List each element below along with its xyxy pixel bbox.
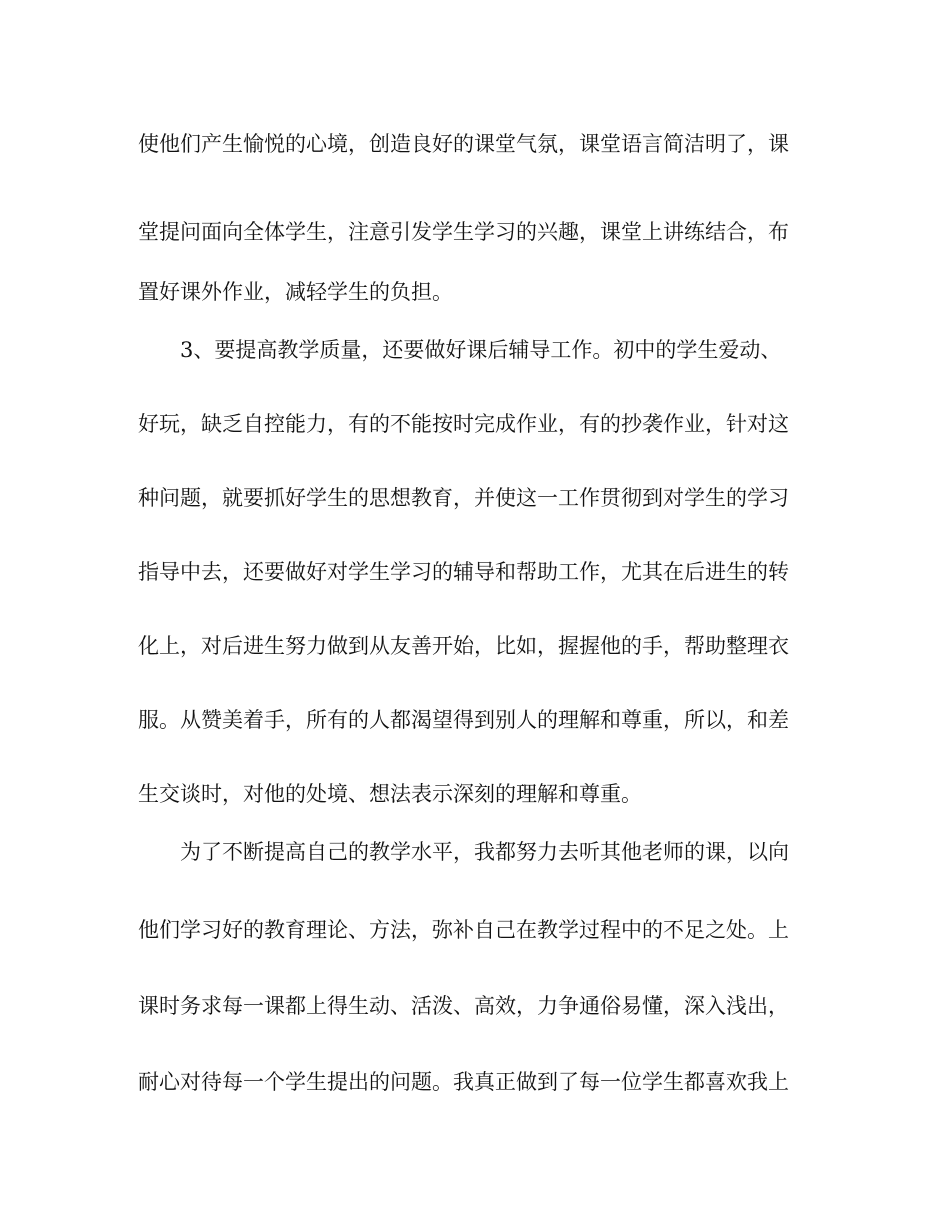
paragraph-start-line: 3、要提高教学质量，还要做好课后辅导工作。初中的学生爱动、 [180,338,782,362]
text-line: 生交谈时，对他的处境、想法表示深刻的理解和尊重。 [138,782,642,806]
text-line: 堂提问面向全体学生，注意引发学生学习的兴趣，课堂上讲练结合，布 [138,220,789,244]
text-line: 耐心对待每一个学生提出的问题。我真正做到了每一位学生都喜欢我上 [138,1070,789,1094]
text-line: 服。从赞美着手，所有的人都渴望得到别人的理解和尊重，所以，和差 [138,708,789,732]
paragraph-start-line: 为了不断提高自己的教学水平，我都努力去听其他老师的课，以向 [180,840,789,864]
text-line: 好玩，缺乏自控能力，有的不能按时完成作业，有的抄袭作业，针对这 [138,412,789,436]
text-line: 种问题，就要抓好学生的思想教育，并使这一工作贯彻到对学生的学习 [138,486,789,510]
text-line: 置好课外作业，减轻学生的负担。 [138,280,453,304]
text-line: 化上，对后进生努力做到从友善开始，比如，握握他的手，帮助整理衣 [138,634,789,658]
text-line: 使他们产生愉悦的心境，创造良好的课堂气氛，课堂语言简洁明了，课 [138,132,789,156]
text-line: 课时务求每一课都上得生动、活泼、高效，力争通俗易懂，深入浅出， [138,994,789,1018]
text-line: 指导中去，还要做好对学生学习的辅导和帮助工作，尤其在后进生的转 [138,560,789,584]
text-line: 他们学习好的教育理论、方法，弥补自己在教学过程中的不足之处。上 [138,918,789,942]
